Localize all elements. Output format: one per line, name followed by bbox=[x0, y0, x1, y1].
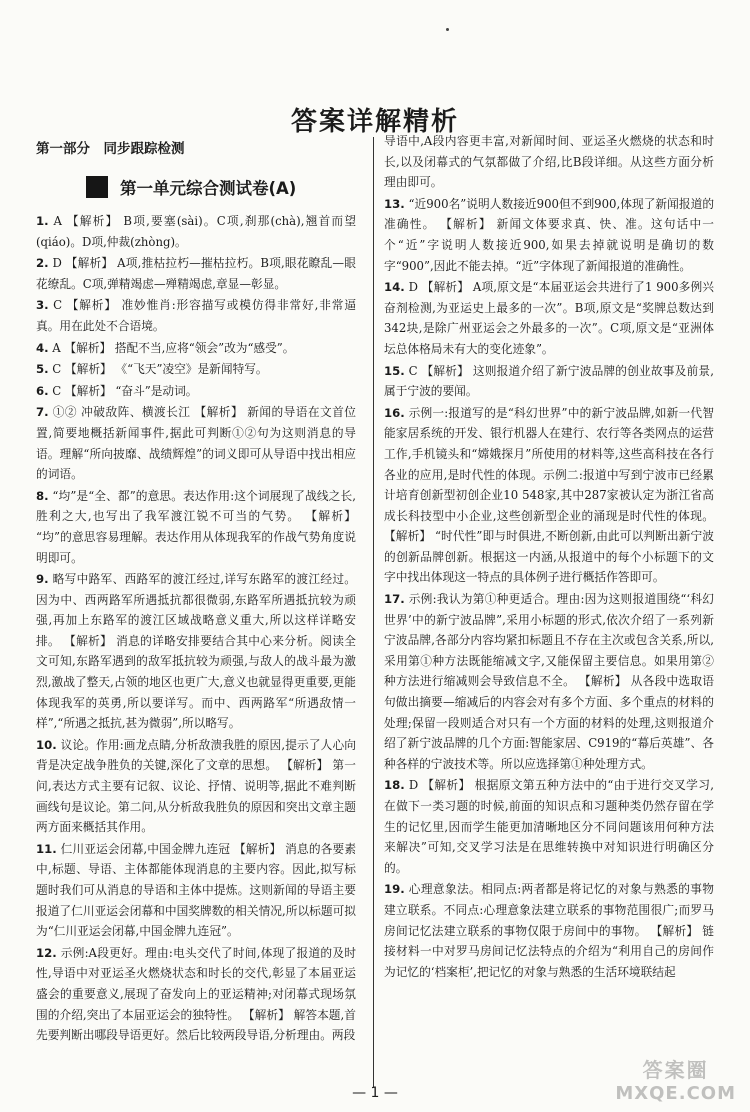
answer-number: 2. bbox=[36, 256, 49, 271]
answer-text: ①② 冲破敌阵、横渡长江 【解析】 新闻的导语在文首位置,简要地概括新闻事件,据此可判断①②句为这则消息的导语。理解“所向披靡、战绩辉煌”的词义即可从导语中找出相应的词语。 bbox=[36, 405, 356, 482]
answer-number: 3. bbox=[36, 298, 49, 313]
black-square-icon bbox=[86, 176, 108, 198]
answer-text: “均”是“全、都”的意思。表达作用:这个词展现了战线之长,胜利之大,也写出了我军渡江锐不可当的气势。 【解析】 “均”的意思容易理解。表达作用从体现我军的作战气势角度说明即可。 bbox=[36, 488, 357, 565]
answer-item bbox=[36, 735, 356, 838]
answer-text: 示例一:报道写的是“科幻世界”中的新宁波品牌,如新一代智能家居系统的开发、银行机器人在建行、农行等各类网点的运营工作,手机镜头和“嫦娥探月”所使用的材料等,这些高科技在各行各业的应用,是时代性的体现。示例二:报道中写到宁波市已经累计培育创新型初创企业10 548家,其中287家被认定为浙江省高成长科技型中小企业,这些创新型企业的涌现是时代性的体现。 【解析】 “时代性”即与时俱进,不断创新,由此可以判断出新宁波的创新品牌创新。根据这一内涵,从报道中的每个小标题下的文字中找出体现这一特点的具体例子进行概括作答即可。 bbox=[384, 405, 715, 585]
answer-item bbox=[36, 402, 356, 484]
watermark-cn: 答案圈 bbox=[642, 1058, 709, 1082]
answer-item bbox=[384, 194, 714, 276]
answer-number: 5. bbox=[36, 362, 49, 377]
right-column bbox=[384, 131, 714, 983]
answer-text: D 【解析】 A项,原文是“本届亚运会共进行了1 900多例兴奋剂检测,为亚运史上最多的一次”。B项,原文是“奖牌总数达到342块,是除广州亚运会之外最多的一次”。C项,原文是“亚洲体坛总体格局未有大的变化迹象”。 bbox=[384, 280, 714, 356]
page-number: — 1 — bbox=[352, 1085, 398, 1101]
answer-text: 导语中,A段内容更丰富,对新闻时间、亚运圣火燃烧的状态和时长,以及闭幕式的气氛都做了介绍,比B段详细。从这些方面分析理由即可。 bbox=[384, 134, 714, 190]
answer-item bbox=[384, 277, 714, 359]
answer-item bbox=[36, 569, 356, 734]
answer-text: 心理意象法。相同点:两者都是将记忆的对象与熟悉的事物建立联系。不同点:心理意象法建立联系的事物范围很广;而罗马房间记忆法建立联系的事物仅限于房间中的事物。 【解析】 链接材料一中对罗马房间记忆法特点的介绍为“利用自己的房间作为记忆的‘档案柜’,把记忆的对象与熟悉的生活环境联结起 bbox=[384, 882, 714, 979]
answer-text: A 【解析】 B项,要塞(sài)。C项,刹那(chà),翘首而望(qiáo)。D项,仲裁(zhòng)。 bbox=[36, 214, 357, 249]
answer-item bbox=[36, 211, 356, 252]
answer-number: 15. bbox=[384, 363, 405, 378]
answer-text: 略写中路军、西路军的渡江经过,详写东路军的渡江经过。因为中、西两路军所遇抵抗都很微弱,东路军所遇抵抗较为顽强,再加上东路军的渡江区域战略意义重大,所以这样详略安排。 【解析】 消息的详略安排要结合其中心来分析。阅读全文可知,东路军遇到的敌军抵抗较为顽强,与敌人的战斗最为激烈,激战了整天,占领的地区也更广大,意义也就显得更重要,更能体现我军的英勇,所以要详写。而中、西两路军“所遇敌情一样”,“所遇之抵抗,甚为微弱”,所以略写。 bbox=[36, 572, 356, 731]
answer-text: D 【解析】 根据原文第五种方法中的“由于进行交叉学习,在做下一类习题的时候,前面的知识点和习题种类仍然存留在学生的记忆里,因而学生能更加清晰地区分不同问题该用何种方法来解决”可知,交叉学习法是在思维转换中对知识进行明确区分的。 bbox=[384, 778, 715, 875]
left-column bbox=[36, 211, 356, 1047]
answer-number: 19. bbox=[384, 882, 405, 897]
answer-number: 7. bbox=[36, 405, 49, 420]
answer-text: C 【解析】 这则报道介绍了新宁波品牌的创业故事及前景,属于宁波的要闻。 bbox=[384, 363, 714, 399]
answer-number: 1. bbox=[36, 214, 49, 228]
answer-item bbox=[36, 381, 356, 402]
answer-item bbox=[36, 295, 356, 336]
answer-number: 9. bbox=[36, 572, 49, 587]
answer-item bbox=[36, 943, 356, 1046]
answer-text: C 【解析】 “奋斗”是动词。 bbox=[52, 383, 198, 398]
answer-text: 示例:A段更好。理由:电头交代了时间,体现了报道的及时性,导语中对亚运圣火燃烧状态和时长的交代,彰显了本届亚运盛会的重要意义,展现了奋发向上的亚运精神;对闭幕式现场氛围的介绍,突出了本届亚运会的独特性。 【解析】 解答本题,首先要判断出哪段导语更好。然后比较两段导语,分析理由。两段 bbox=[36, 945, 357, 1043]
column-divider bbox=[373, 137, 374, 1087]
answer-text: 议论。作用:画龙点睛,分析敌溃我胜的原因,提示了人心向背是决定战争胜负的关键,深化了文章的思想。 【解析】 第一问,表达方式主要有记叙、议论、抒情、说明等,据此不难判断画线句是议论。第二问,从分析敌我胜负的原因和突出文章主题两方面来概括其作用。 bbox=[36, 737, 356, 835]
answer-text: D 【解析】 A项,推枯拉朽—摧枯拉朽。B项,眼花瞭乱—眼花缭乱。C项,弹精竭虑—殚精竭虑,章显—彰显。 bbox=[36, 256, 356, 291]
watermark-logo bbox=[615, 1054, 736, 1104]
answer-item bbox=[36, 338, 356, 359]
answer-number: 6. bbox=[36, 383, 49, 398]
answer-item bbox=[384, 775, 714, 878]
answer-number: 16. bbox=[384, 405, 405, 420]
unit-title-text: 第一单元综合测试卷(A) bbox=[120, 179, 297, 198]
section-heading: 第一部分 同步跟踪检测 bbox=[36, 141, 185, 157]
unit-title bbox=[86, 174, 296, 200]
answer-item bbox=[384, 361, 714, 402]
answer-text: C 【解析】 准妙惟肖:形容描写或模仿得非常好,非常逼真。用在此处不合语境。 bbox=[36, 298, 357, 333]
answer-item bbox=[36, 253, 356, 294]
answer-text: 仁川亚运会闭幕,中国金牌九连冠 【解析】 消息的各要素中,标题、导语、主体都能体现消息的主要内容。因此,拟写标题时我们可从消息的导语和主体中提炼。这则新闻的导语主要报道了仁川亚运会闭幕和中国奖牌数的相关情况,所以标题可拟为“仁川亚运会闭幕,中国金牌九连冠”。 bbox=[36, 841, 357, 939]
answer-text: “近900名”说明人数接近900但不到900,体现了新闻报道的准确性。 【解析】 新闻文体要求真、快、准。这句话中一个“近”字说明人数接近900,如果去掉就说明是确切的数字“900”,因此不能去掉。“近”字体现了新闻报道的准确性。 bbox=[384, 196, 715, 273]
answer-text: 示例:我认为第①种更适合。理由:因为这则报道围绕“‘科幻世界’中的新宁波品牌”,采用小标题的形式,依次介绍了一系列新宁波品牌,各部分内容均紧扣标题且不存在主次或包含关系,所以,采用第①种方法既能缩减文字,又能保留主要信息。如果用第②种方法进行缩减则会导致信息不全。 【解析】 从各段中选取语句做出摘要—缩减后的内容会对有多个方面、多个重点的材料的处理;保留一段则适合对只有一个方面的材料的处理,这则报道介绍了新宁波品牌的几个方面:智能家居、C919的“幕后英雄”、各种各样的宁波技术等。所以应选择第①种处理方式。 bbox=[384, 592, 714, 771]
answer-item bbox=[36, 839, 356, 942]
answer-number: 10. bbox=[36, 737, 57, 752]
answer-item bbox=[384, 131, 714, 193]
watermark-en: MXQE.COM bbox=[615, 1083, 736, 1104]
answer-number: 14. bbox=[384, 280, 405, 295]
answer-number: 4. bbox=[36, 340, 49, 355]
answer-item bbox=[384, 879, 714, 982]
answer-number: 12. bbox=[36, 945, 57, 960]
page-title: 答案详解精析 bbox=[290, 107, 459, 138]
answer-number: 13. bbox=[384, 196, 405, 211]
answer-item bbox=[384, 403, 714, 588]
answer-number: 8. bbox=[36, 488, 49, 503]
answer-text: C 【解析】 《“飞天”凌空》是新闻特写。 bbox=[52, 362, 268, 377]
scan-dot bbox=[446, 28, 449, 31]
answer-number: 11. bbox=[36, 841, 57, 856]
answer-text: A 【解析】 搭配不当,应将“领会”改为“感受”。 bbox=[52, 340, 295, 355]
answer-item bbox=[36, 486, 356, 568]
answer-number: 18. bbox=[384, 778, 405, 793]
answer-number: 17. bbox=[384, 592, 405, 607]
answer-item bbox=[36, 359, 356, 380]
answer-item bbox=[384, 589, 714, 774]
